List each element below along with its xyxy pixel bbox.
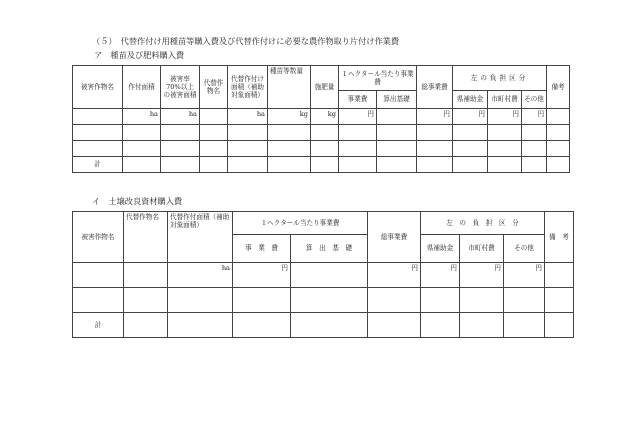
header-burden: 左の負担区分 [453,66,547,91]
header-alt-area: 代替作付面積（補助対象面積） [168,212,233,263]
table-row [73,109,570,125]
unit-cell: 円 [233,263,291,288]
table-cell [377,109,417,125]
table-cell [291,263,368,288]
header-alt-crop: 代替作物名 [124,212,168,263]
header-area: 作付面積 [123,66,161,109]
header-per-ha-basis: 算出基礎 [377,91,417,109]
header-city: 市町村費 [460,235,504,263]
subsection-i-title: イ 土壌改良資材購入費 [92,196,183,206]
header-remarks: 備考 [547,66,570,109]
table-cell [73,109,123,125]
header-total: 総事業費 [368,212,421,263]
table-row [73,157,570,173]
soil-improvement-table [72,211,574,338]
unit-cell: 円 [522,109,547,125]
header-city: 市町村費 [488,91,522,109]
seed-fertilizer-table [72,65,570,173]
header-per-ha: １ヘクタール当たり事業費 [233,212,368,235]
section-title: （５） 代替作付け用種苗等購入費及び代替作付けに必要な農作物取り片付け作業費 [92,36,400,46]
table-cell [545,263,574,288]
header-burden: 左 の 負 担 区 分 [421,212,545,235]
unit-cell: kg [268,109,311,125]
unit-cell: 円 [368,263,421,288]
header-seed-qty: 種苗等数量 [268,66,311,109]
table-cell [200,109,228,125]
unit-cell: 円 [417,109,453,125]
table-row [73,288,574,313]
header-total: 総事業費 [417,66,453,109]
header-damage-area: 被害率70%以上の被害面積 [161,66,200,109]
header-crop: 被害作物名 [73,66,123,109]
table-row [73,263,574,288]
unit-cell: ha [168,263,233,288]
table-row [73,141,570,157]
unit-cell: 円 [453,109,488,125]
table-row [73,125,570,141]
subsection-a-title: ア 種苗及び肥料購入費 [94,50,185,60]
header-alt-crop: 代替作物名 [200,66,228,109]
total-row-label: 計 [73,157,123,173]
header-remarks: 備 考 [545,212,574,263]
table-cell [547,109,570,125]
unit-cell: kg [311,109,339,125]
header-per-ha-basis: 算 出 基 礎 [291,235,368,263]
unit-cell: 円 [488,109,522,125]
total-row-label: 計 [73,313,124,338]
unit-cell: 円 [421,263,460,288]
header-pref: 県補助金 [421,235,460,263]
header-other: その他 [504,235,545,263]
header-crop: 被害作物名 [73,212,124,263]
header-alt-area: 代替作付け面積（補助対象面積） [228,66,268,109]
header-per-ha-cost: 事 業 費 [233,235,291,263]
unit-cell: ha [161,109,200,125]
unit-cell: ha [228,109,268,125]
header-fert-qty: 施肥量 [311,66,339,109]
unit-cell: 円 [504,263,545,288]
header-per-ha: １ヘクタール当たり事業費 [339,66,417,91]
header-other: その他 [522,91,547,109]
table-cell [124,263,168,288]
unit-cell: 円 [339,109,377,125]
table-row [73,313,574,338]
header-per-ha-cost: 事業費 [339,91,377,109]
unit-cell: 円 [460,263,504,288]
unit-cell: ha [123,109,161,125]
table-cell [73,263,124,288]
header-pref: 県補助金 [453,91,488,109]
